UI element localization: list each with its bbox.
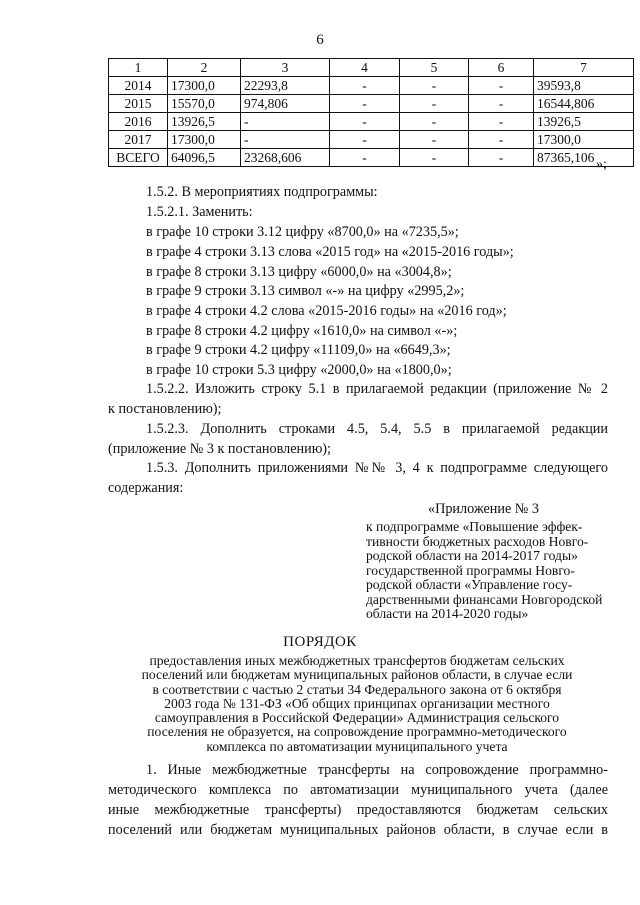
header-cell: 2 [168, 59, 241, 77]
header-cell: 5 [400, 59, 469, 77]
table-cell: 17300,0 [168, 131, 241, 149]
appendix-line: родской области на 2014-2017 годы» [366, 548, 578, 563]
table-cell: - [330, 77, 400, 95]
budget-table [108, 58, 634, 167]
table-row [109, 95, 634, 113]
table-cell: - [330, 113, 400, 131]
appendix-line: тивности бюджетных расходов Новго- [366, 533, 589, 549]
replacement-line: в графе 4 строки 4.2 слова «2015-2016 годы» на «2016 год»; [146, 303, 507, 319]
header-cell: 6 [469, 59, 534, 77]
table-cell: 23268,606 [241, 149, 330, 167]
appendix-title: «Приложение № 3 [428, 501, 539, 517]
document-title: ПОРЯДОК [283, 634, 357, 650]
table-header-row [109, 59, 634, 77]
table-cell: 2017 [109, 131, 168, 149]
table-cell: 2014 [109, 77, 168, 95]
paragraph-1-5-2: 1.5.2. В мероприятиях подпрограммы: [146, 184, 378, 200]
paragraph-1-5-2-2-cont: к постановлению); [108, 401, 222, 417]
table-cell: - [400, 131, 469, 149]
table-cell: 2015 [109, 95, 168, 113]
table-cell: - [469, 131, 534, 149]
replacement-line: в графе 8 строки 4.2 цифру «1610,0» на символ «-»; [146, 323, 458, 339]
header-cell: 4 [330, 59, 400, 77]
document-subtitle [112, 654, 602, 754]
appendix-line: к подпрограмме «Повышение эффек- [366, 519, 583, 534]
table-cell: 17300,0 [168, 77, 241, 95]
table-cell: - [469, 95, 534, 113]
paragraph-1-line: поселений или бюджетам муниципальных районов области, в случае если в [108, 822, 608, 838]
table-cell: 87365,106 [534, 149, 634, 167]
appendix-line: области на 2014-2020 годы» [366, 606, 529, 621]
table-cell: 2016 [109, 113, 168, 131]
subtitle-line: поселений или бюджетам муниципальных районов области, в случае если [141, 667, 573, 683]
paragraph-1-line: методического комплекса по автоматизации муниципального учета (далее [108, 782, 608, 798]
table-cell: - [400, 113, 469, 131]
subtitle-line: комплекса по автоматизации муниципального учета [206, 738, 508, 754]
replacement-line: в графе 9 строки 3.13 символ «-» на цифру «2995,2»; [146, 283, 465, 299]
table-row [109, 113, 634, 131]
subtitle-line: 2003 года № 131-ФЗ «Об общих принципах организации местного [164, 695, 550, 711]
table-cell: 13926,5 [534, 113, 634, 131]
table-cell: 39593,8 [534, 77, 634, 95]
replacement-line: в графе 8 строки 3.13 цифру «6000,0» на «3004,8»; [146, 264, 452, 280]
paragraph-1-5-2-3-cont: (приложение № 3 к постановлению); [108, 441, 331, 457]
appendix-line: государственной программы Новго- [366, 562, 575, 578]
table-cell: 16544,806 [534, 95, 634, 113]
table-cell: - [330, 95, 400, 113]
table-cell: - [469, 113, 534, 131]
subtitle-line: самоуправления в Российской Федерации» Администрация сельского [154, 710, 560, 726]
table-cell: - [469, 77, 534, 95]
subtitle-line: поселения не образуется, на сопровождение программно-методического [147, 724, 567, 740]
table-cell: - [241, 113, 330, 131]
table-cell: 22293,8 [241, 77, 330, 95]
subtitle-line: предоставления иных межбюджетных трансфертов бюджетам сельских [149, 653, 565, 668]
table-cell: - [469, 149, 534, 167]
header-cell: 1 [109, 59, 168, 77]
paragraph-1-line: иные межбюджетные трансферты) предоставляются бюджетам сельских [108, 802, 608, 818]
subtitle-line: в соответствии с частью 2 статьи 34 Федерального закона от 6 октября [152, 681, 562, 697]
table-cell: - [400, 77, 469, 95]
table-row [109, 131, 634, 149]
paragraph-1-5-2-2: 1.5.2.2. Изложить строку 5.1 в прилагаемой редакции (приложение № 2 [146, 381, 608, 397]
paragraph-1-5-2-3: 1.5.2.3. Дополнить строками 4.5, 5.4, 5.5 в прилагаемой редакции [146, 421, 608, 437]
replacement-line: в графе 9 строки 4.2 цифру «11109,0» на «6649,3»; [146, 342, 451, 358]
paragraph-1-5-3-cont: содержания: [108, 480, 184, 496]
header-cell: 7 [534, 59, 634, 77]
table-cell: - [241, 131, 330, 149]
table-closing-quote: »; [596, 157, 607, 172]
header-cell: 3 [241, 59, 330, 77]
replacement-line: в графе 10 строки 5.3 цифру «2000,0» на «1800,0»; [146, 362, 452, 378]
paragraph-1-line: 1. Иные межбюджетные трансферты на сопровождение программно- [146, 762, 608, 778]
appendix-line: родской области «Управление госу- [366, 577, 573, 592]
table-cell: - [400, 95, 469, 113]
table-cell: 13926,5 [168, 113, 241, 131]
table-cell: 15570,0 [168, 95, 241, 113]
table-cell: ВСЕГО [109, 149, 168, 167]
replacement-line: в графе 10 строки 3.12 цифру «8700,0» на «7235,5»; [146, 224, 459, 240]
appendix-block [366, 520, 611, 622]
replacement-line: в графе 4 строки 3.13 слова «2015 год» на «2015-2016 годы»; [146, 244, 514, 260]
paragraph-1-5-2-1: 1.5.2.1. Заменить: [146, 204, 253, 220]
appendix-line: дарственными финансами Новгородской [366, 591, 603, 607]
table-cell: - [330, 149, 400, 167]
table-cell: - [400, 149, 469, 167]
table-total-row [109, 149, 634, 167]
table-cell: 17300,0 [534, 131, 634, 149]
table-cell: 64096,5 [168, 149, 241, 167]
paragraph-1-5-3: 1.5.3. Дополнить приложениями №№ 3, 4 к подпрограмме следующего [146, 460, 608, 476]
page-number: 6 [316, 32, 324, 48]
table-row [109, 77, 634, 95]
table-cell: - [330, 131, 400, 149]
table-cell: 974,806 [241, 95, 330, 113]
